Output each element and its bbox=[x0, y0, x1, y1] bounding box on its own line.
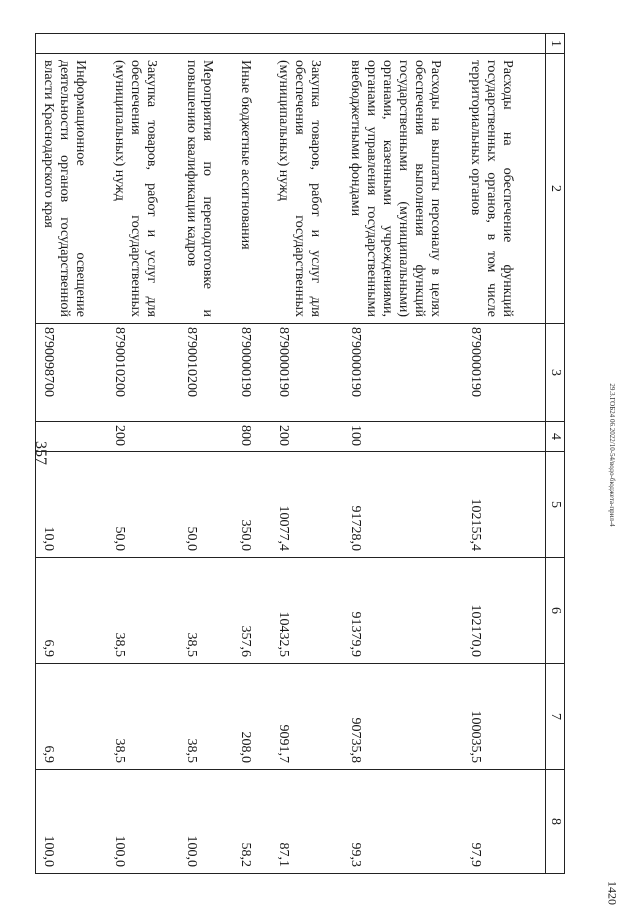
row-name: Иные бюджетные ассигнования bbox=[238, 60, 254, 250]
value-col-6: 38,5 bbox=[108, 558, 180, 664]
header-col-1: 1 bbox=[546, 34, 565, 54]
header-col-8: 8 bbox=[546, 770, 565, 874]
value-col-8: 100,0 bbox=[36, 770, 108, 874]
target-code-cell: 8790000190 bbox=[234, 324, 272, 422]
value-col-5: 91728,0 bbox=[344, 452, 464, 558]
value-col-7: 9091,7 bbox=[272, 664, 344, 770]
value-col-7: 38,5 bbox=[108, 664, 180, 770]
value-col-5: 50,0 bbox=[180, 452, 234, 558]
table-row bbox=[234, 34, 272, 874]
row-name: Информационное освещение деятельности органов государственной власти Краснодарского края bbox=[41, 60, 88, 317]
header-col-6: 6 bbox=[546, 558, 565, 664]
rotated-sheet bbox=[41, 33, 565, 873]
value-col-6: 10432,5 bbox=[272, 558, 344, 664]
row-name-cell bbox=[36, 54, 108, 324]
value-col-6: 6,9 bbox=[36, 558, 108, 664]
expense-type-cell: 200 bbox=[272, 422, 344, 452]
value-col-7: 100035,5 bbox=[464, 664, 546, 770]
header-col-5: 5 bbox=[546, 452, 565, 558]
target-code-cell: 8790000190 bbox=[344, 324, 464, 422]
target-code-cell: 8790010200 bbox=[108, 324, 180, 422]
value-col-8: 58,2 bbox=[234, 770, 272, 874]
table-row bbox=[180, 34, 234, 874]
header-col-4: 4 bbox=[546, 422, 565, 452]
value-col-6: 357,6 bbox=[234, 558, 272, 664]
row-index-cell bbox=[272, 34, 344, 54]
expense-type-cell: 800 bbox=[234, 422, 272, 452]
row-name-cell bbox=[108, 54, 180, 324]
target-code-cell: 8790000190 bbox=[272, 324, 344, 422]
value-col-5: 102155,4 bbox=[464, 452, 546, 558]
budget-table bbox=[35, 33, 565, 874]
value-col-6: 102170,0 bbox=[464, 558, 546, 664]
target-code-cell: 8790098700 bbox=[36, 324, 108, 422]
row-index-cell bbox=[180, 34, 234, 54]
row-name-cell bbox=[272, 54, 344, 324]
row-name-cell bbox=[234, 54, 272, 324]
value-col-7: 208,0 bbox=[234, 664, 272, 770]
value-col-7: 38,5 bbox=[180, 664, 234, 770]
row-index-cell bbox=[464, 34, 546, 54]
table-body bbox=[36, 34, 546, 874]
expense-type-cell bbox=[36, 422, 108, 452]
table-row bbox=[108, 34, 180, 874]
row-index-cell bbox=[234, 34, 272, 54]
page-number: 357 bbox=[32, 441, 49, 465]
expense-type-cell bbox=[464, 422, 546, 452]
value-col-7: 90735,8 bbox=[344, 664, 464, 770]
table-row bbox=[272, 34, 344, 874]
header-col-7: 7 bbox=[546, 664, 565, 770]
value-col-8: 99,3 bbox=[344, 770, 464, 874]
value-col-8: 100,0 bbox=[180, 770, 234, 874]
row-name-cell bbox=[180, 54, 234, 324]
row-name: Расходы на выплаты персоналу в целях обеспечения выполнения функций государственными (муниципальными) органами, казенными учреждениями, органами управления государственными внебюджетными фондами bbox=[348, 60, 444, 317]
row-name: Закупка товаров, работ и услуг для обеспечения государственных (муниципальных) нужд bbox=[112, 60, 160, 317]
value-col-5: 350,0 bbox=[234, 452, 272, 558]
row-index-cell bbox=[36, 34, 108, 54]
table-header bbox=[546, 34, 565, 874]
value-col-8: 100,0 bbox=[108, 770, 180, 874]
header-col-3: 3 bbox=[546, 324, 565, 422]
value-col-7: 6,9 bbox=[36, 664, 108, 770]
value-col-5: 10,0 bbox=[36, 452, 108, 558]
table-row bbox=[36, 34, 108, 874]
row-name: Мероприятия по переподготовке и повышению квалификации кадров bbox=[184, 60, 216, 317]
value-col-6: 38,5 bbox=[180, 558, 234, 664]
row-name-cell bbox=[464, 54, 546, 324]
value-col-5: 10077,4 bbox=[272, 452, 344, 558]
expense-type-cell: 200 bbox=[108, 422, 180, 452]
table-row bbox=[464, 34, 546, 874]
row-index-cell bbox=[344, 34, 464, 54]
target-code-cell: 8790000190 bbox=[464, 324, 546, 422]
target-code-cell: 8790010200 bbox=[180, 324, 234, 422]
row-name-cell bbox=[344, 54, 464, 324]
file-reference-note: 29.3.ГОБ24 06.2022/10-54/водо-бюджета-прил-4 bbox=[608, 383, 616, 527]
row-name: Расходы на обеспечение функций государственных органов, в том числе территориальных органов bbox=[468, 60, 516, 317]
row-name: Закупка товаров, работ и услуг для обеспечения государственных (муниципальных) нужд bbox=[276, 60, 324, 317]
header-col-2: 2 bbox=[546, 54, 565, 324]
expense-type-cell bbox=[180, 422, 234, 452]
expense-type-cell: 100 bbox=[344, 422, 464, 452]
value-col-8: 87,1 bbox=[272, 770, 344, 874]
value-col-5: 50,0 bbox=[108, 452, 180, 558]
value-col-8: 97,9 bbox=[464, 770, 546, 874]
value-col-6: 91379,9 bbox=[344, 558, 464, 664]
table-row bbox=[344, 34, 464, 874]
corner-page-number: 1420 bbox=[605, 881, 620, 905]
row-index-cell bbox=[108, 34, 180, 54]
header-row bbox=[546, 34, 565, 874]
